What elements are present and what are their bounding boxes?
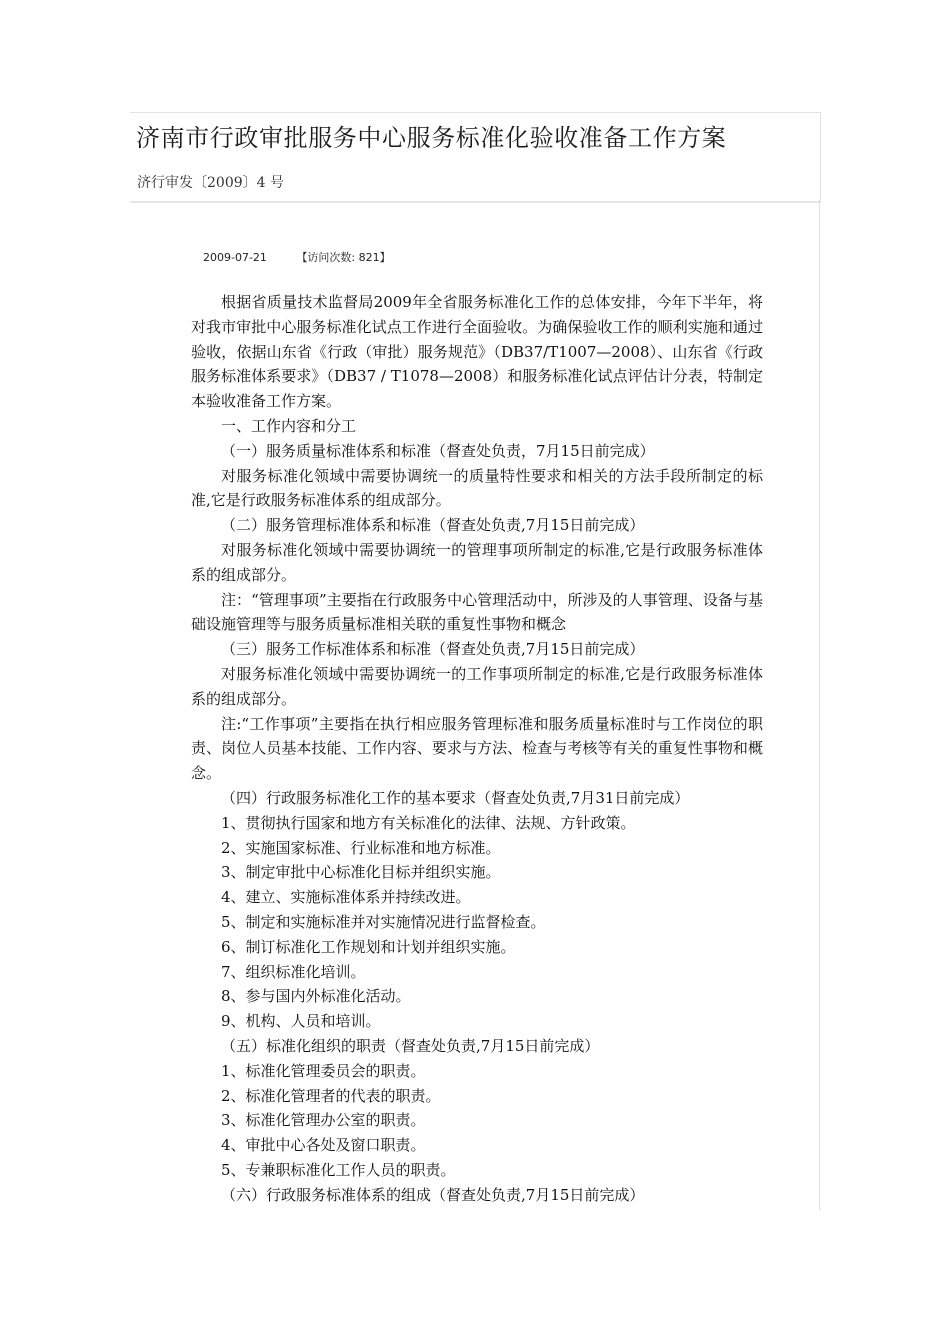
meta-line xyxy=(203,249,391,265)
paragraph: （三）服务工作标准体系和标准（督查处负责,7月15日前完成） xyxy=(221,640,645,659)
paragraph: （四）行政服务标准化工作的基本要求（督查处负责,7月31日前完成） xyxy=(221,788,690,807)
article-body xyxy=(191,290,763,1207)
paragraph: 一、工作内容和分工 xyxy=(221,416,357,435)
paragraph: 5、制定和实施标准并对实施情况进行监督检查。 xyxy=(221,912,546,931)
paragraph: 根据省质量技术监督局2009年全省服务标准化工作的总体安排，今年下半年，将对我市审批中心服务标准化试点工作进行全面验收。为确保验收工作的顺利实施和通过验收，依据山东省《行政（审批）服务规范》（DB37/T1007—2008）、山东省《行政服务标准体系要求》（DB37 / T1078—2008）和服务标准化试点评估计分表，特制定本验收准备工作方案。 xyxy=(191,293,763,411)
page-title: 济南市行政审批服务中心服务标准化验收准备工作方案 xyxy=(136,124,727,152)
paragraph: 4、审批中心各处及窗口职责。 xyxy=(221,1136,426,1155)
paragraph: 5、专兼职标准化工作人员的职责。 xyxy=(221,1160,456,1179)
visit-count: 【访问次数: 821】 xyxy=(296,251,391,264)
paragraph: 9、机构、人员和培训。 xyxy=(221,1012,381,1031)
paragraph: 3、标准化管理办公室的职责。 xyxy=(221,1111,426,1130)
paragraph: 6、制订标准化工作规划和计划并组织实施。 xyxy=(221,937,516,956)
paragraph: （六）行政服务标准体系的组成（督查处负责,7月15日前完成） xyxy=(221,1185,645,1204)
paragraph: 4、建立、实施标准体系并持续改进。 xyxy=(221,888,471,907)
paragraph: 1、贯彻执行国家和地方有关标准化的法律、法规、方针政策。 xyxy=(221,813,636,832)
paragraph: 对服务标准化领域中需要协调统一的管理事项所制定的标准,它是行政服务标准体系的组成部分。 xyxy=(191,540,763,584)
paragraph: 3、制定审批中心标准化目标并组织实施。 xyxy=(221,863,501,882)
paragraph: 注：“管理事项”主要指在行政服务中心管理活动中，所涉及的人事管理、设备与基础设施管理等与服务质量标准相关联的重复性事物和概念 xyxy=(191,590,763,634)
paragraph: 对服务标准化领域中需要协调统一的工作事项所制定的标准,它是行政服务标准体系的组成部分。 xyxy=(191,664,763,708)
paragraph: （五）标准化组织的职责（督查处负责,7月15日前完成） xyxy=(221,1036,600,1055)
document-number: 济行审发〔2009〕4 号 xyxy=(137,175,284,191)
paragraph: （一）服务质量标准体系和标准（督查处负责，7月15日前完成） xyxy=(221,441,655,460)
paragraph: 8、参与国内外标准化活动。 xyxy=(221,987,411,1006)
paragraph: （二）服务管理标准体系和标准（督查处负责,7月15日前完成） xyxy=(221,516,645,535)
paragraph: 2、实施国家标准、行业标准和地方标准。 xyxy=(221,838,501,857)
content-border xyxy=(819,200,820,1210)
paragraph: 2、标准化管理者的代表的职责。 xyxy=(221,1086,441,1105)
publish-date: 2009-07-21 xyxy=(203,251,267,264)
paragraph: 7、组织标准化培训。 xyxy=(221,962,366,981)
paragraph: 1、标准化管理委员会的职责。 xyxy=(221,1061,426,1080)
paragraph: 对服务标准化领域中需要协调统一的质量特性要求和相关的方法手段所制定的标准,它是行政服务标准体系的组成部分。 xyxy=(191,466,763,510)
paragraph: 注:“工作事项”主要指在执行相应服务管理标准和服务质量标准时与工作岗位的职责、岗位人员基本技能、工作内容、要求与方法、检查与考核等有关的重复性事物和概念。 xyxy=(191,714,763,783)
